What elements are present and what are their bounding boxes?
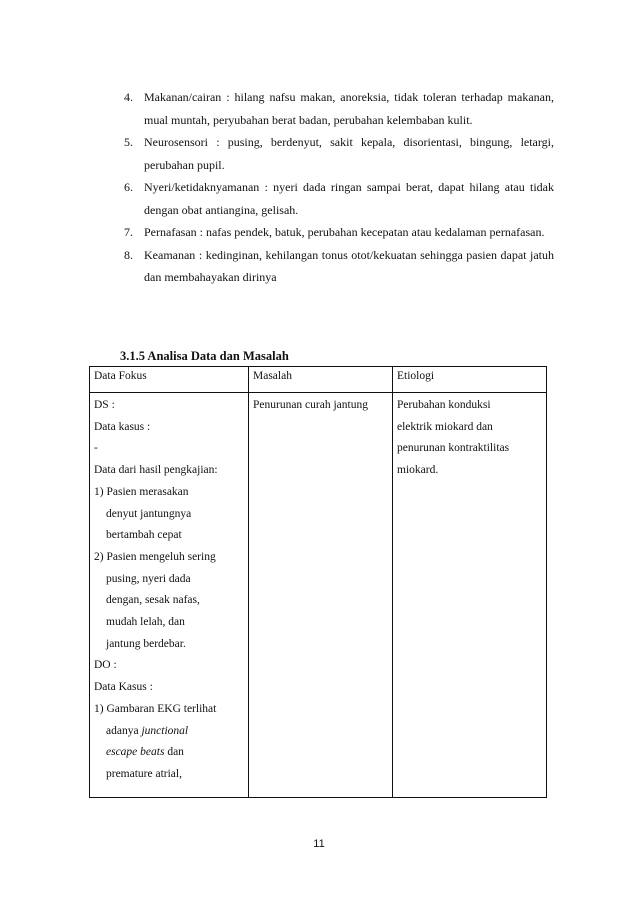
cell-etiologi: Perubahan konduksi elektrik miokard dan penurunan kontraktilitas miokard.	[393, 393, 547, 798]
section-heading: 3.1.5 Analisa Data dan Masalah	[120, 349, 289, 363]
data-pengkajian-label: Data dari hasil pengkajian:	[94, 464, 218, 477]
list-item-text: Neurosensori : pusing, berdenyut, sakit kepala, disorientasi, bingung, letargi, perubahan pupil.	[144, 135, 554, 172]
data-kasus-label: Data Kasus :	[94, 681, 153, 694]
analysis-table	[89, 366, 547, 798]
table-header-row	[90, 367, 547, 393]
list-item: 5. Neurosensori : pusing, berdenyut, sakit kepala, disorientasi, bingung, letargi, perubahan pupil.	[124, 135, 554, 172]
list-item: 6. Nyeri/ketidaknyamanan : nyeri dada ringan sampai berat, dapat hilang atau tidak dengan obat antiangina, gelisah.	[124, 180, 554, 217]
symptom-list	[124, 86, 554, 289]
data-kasus-label: Data kasus :	[94, 420, 151, 433]
list-item: 7. Pernafasan : nafas pendek, batuk, perubahan kecepatan atau kedalaman pernafasan.	[124, 225, 545, 239]
dash: -	[94, 442, 98, 455]
list-item-text: Nyeri/ketidaknyamanan : nyeri dada ringan sampai berat, dapat hilang atau tidak dengan obat antiangina, gelisah.	[144, 180, 554, 217]
page-number: 11	[313, 838, 325, 850]
list-item: 4. Makanan/cairan : hilang nafsu makan, anoreksia, tidak toleran terhadap makanan, mual muntah, peryubahan berat badan, perubahan kelembaban kulit.	[124, 90, 554, 127]
list-item-text: Pernafasan : nafas pendek, batuk, perubahan kecepatan atau kedalaman pernafasan.	[144, 225, 545, 239]
list-item: 8. Keamanan : kedinginan, kehilangan tonus otot/kekuatan sehingga pasien dapat jatuh dan membahayakan dirinya	[124, 247, 554, 284]
header-masalah: Masalah	[249, 367, 393, 393]
header-etiologi: Etiologi	[393, 367, 547, 393]
list-item-text: Makanan/cairan : hilang nafsu makan, anoreksia, tidak toleran terhadap makanan, mual muntah, peryubahan berat badan, perubahan kelembaban kulit.	[144, 90, 554, 127]
list-item-text: Keamanan : kedinginan, kehilangan tonus otot/kekuatan sehingga pasien dapat jatuh dan membahayakan dirinya	[144, 247, 554, 284]
ds-label: DS :	[94, 399, 115, 411]
cell-masalah: Penurunan curah jantung	[249, 393, 393, 798]
cell-data-fokus: DS : Data kasus : - Data dari hasil pengkajian: 1) Pasien merasakan denyut jantungnya bertambah cepat 2) Pasien mengeluh sering pusing, nyeri dada dengan, sesak nafas, mudah lelah, dan jantung berdebar. DO : Data Kasus : 1) Gambaran EKG terlihat adanya junctional escape beats dan premature atrial,	[90, 393, 249, 798]
table-row	[90, 393, 547, 798]
header-data-fokus: Data Fokus	[90, 367, 249, 393]
do-label: DO :	[94, 659, 117, 672]
